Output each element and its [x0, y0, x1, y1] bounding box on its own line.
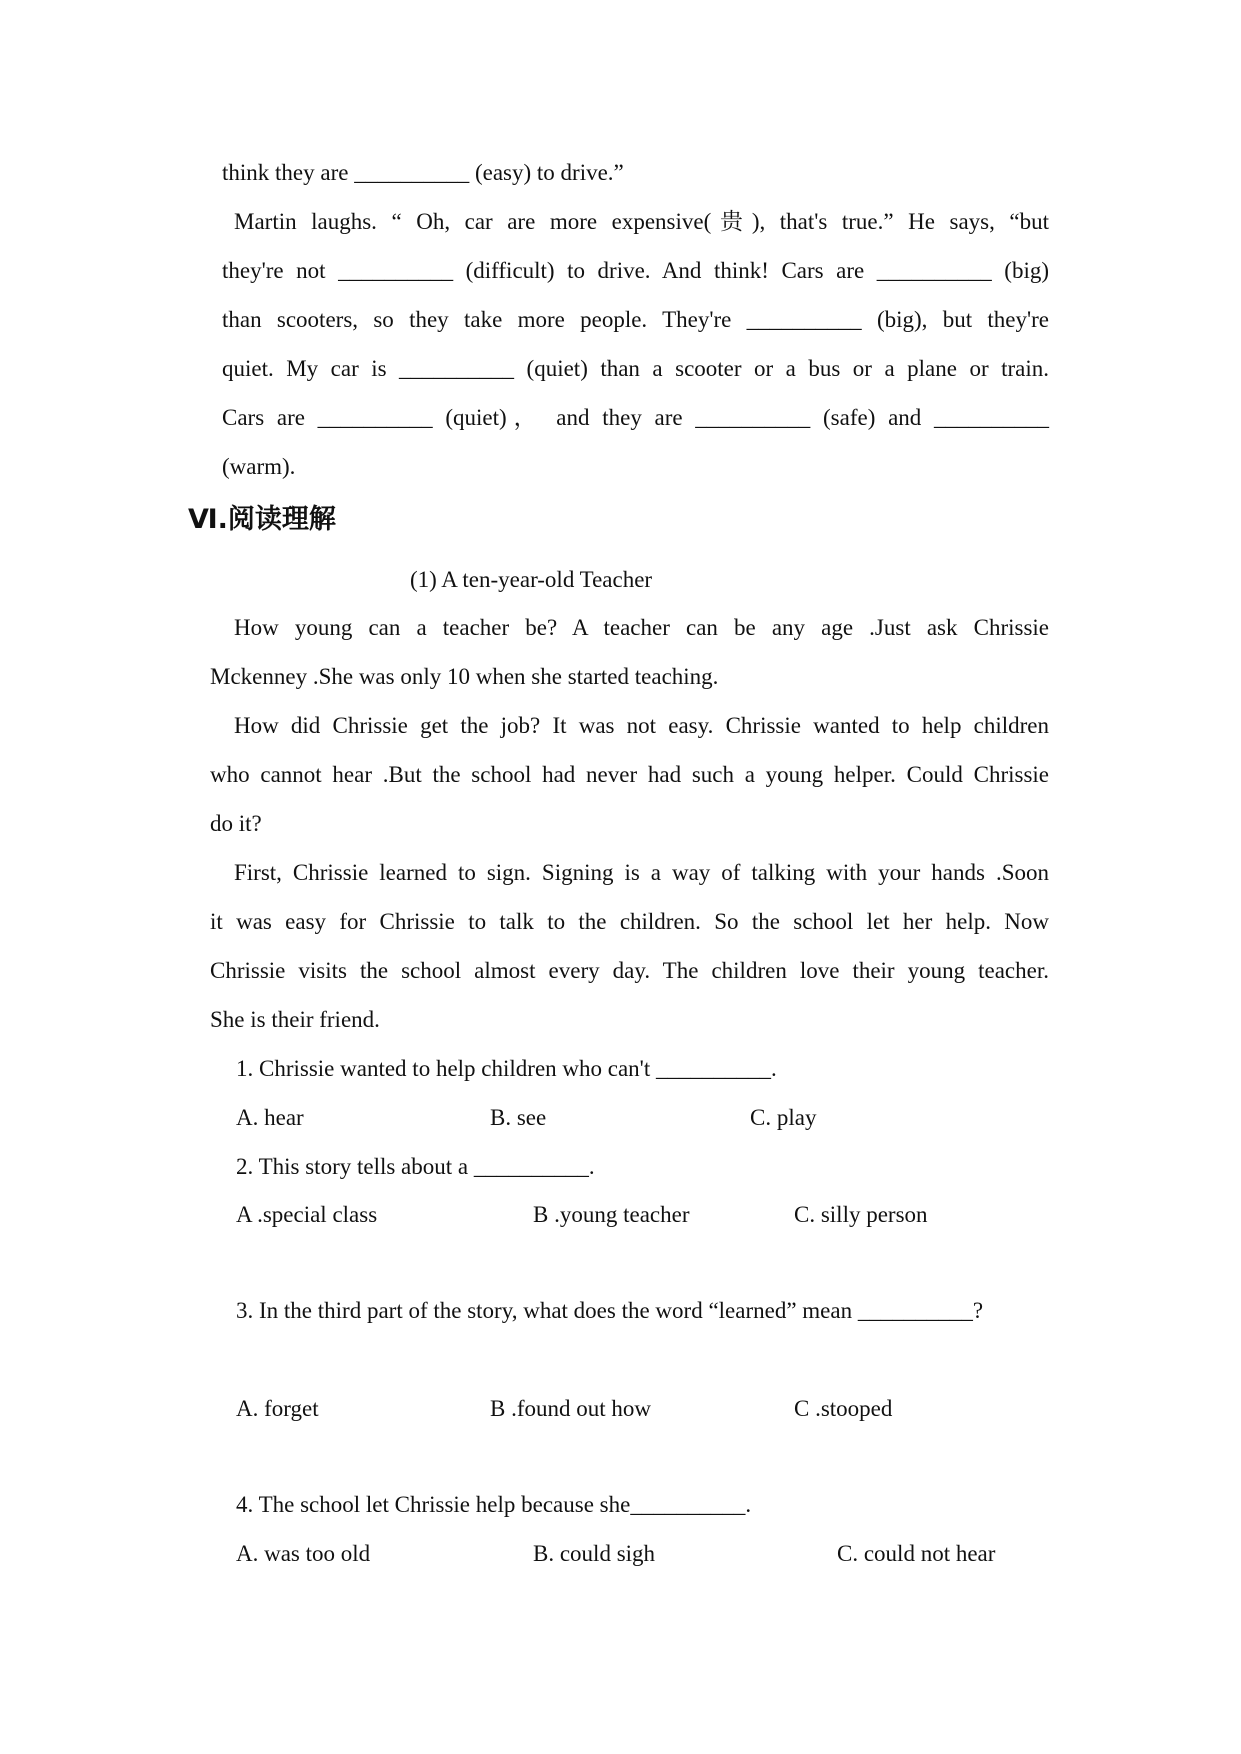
- question-stem: 3. In the third part of the story, what does the word “learned” mean __________?: [236, 1298, 984, 1323]
- passage-line: First, Chrissie learned to sign. Signing is a way of talking with your hands .Soon: [234, 860, 1049, 885]
- passage-line: who cannot hear .But the school had never had such a young helper. Could Chrissie: [210, 762, 1049, 787]
- question-stem: 2. This story tells about a __________.: [236, 1154, 595, 1179]
- cloze-line: they're not __________ (difficult) to drive. And think! Cars are __________ (big): [222, 258, 1049, 283]
- option-b[interactable]: B .found out how: [490, 1396, 651, 1421]
- cloze-line: think they are __________ (easy) to drive.”: [222, 160, 624, 185]
- option-c[interactable]: C. could not hear: [837, 1541, 996, 1566]
- cloze-line: Martin laughs. “ Oh, car are more expensive(贵), that's true.” He says, “but: [234, 209, 1049, 234]
- option-a[interactable]: A. was too old: [236, 1541, 371, 1566]
- cloze-line: than scooters, so they take more people. They're __________ (big), but they're: [222, 307, 1049, 332]
- option-b[interactable]: B. could sigh: [533, 1541, 656, 1566]
- passage-title: (1) A ten-year-old Teacher: [410, 567, 653, 592]
- option-a[interactable]: A. hear: [236, 1105, 304, 1130]
- question-stem: 4. The school let Chrissie help because she__________.: [236, 1492, 752, 1517]
- question-stem: 1. Chrissie wanted to help children who can't __________.: [236, 1056, 777, 1081]
- cloze-line: (warm).: [222, 454, 296, 479]
- option-c[interactable]: C. silly person: [794, 1202, 928, 1227]
- cloze-line: quiet. My car is __________ (quiet) than a scooter or a bus or a plane or train.: [222, 356, 1049, 381]
- passage-line: do it?: [210, 811, 262, 836]
- option-b[interactable]: B. see: [490, 1105, 547, 1130]
- passage-line: Chrissie visits the school almost every day. The children love their young teacher.: [210, 958, 1049, 983]
- passage-line: She is their friend.: [210, 1007, 380, 1032]
- option-a[interactable]: A .special class: [236, 1202, 378, 1227]
- section-heading: Ⅵ.阅读理解: [188, 504, 336, 535]
- passage-line: How did Chrissie get the job? It was not easy. Chrissie wanted to help children: [234, 713, 1049, 738]
- cloze-line: Cars are __________ (quiet)， and they are __________ (safe) and __________: [222, 405, 1049, 430]
- passage-line: it was easy for Chrissie to talk to the children. So the school let her help. Now: [210, 909, 1049, 934]
- option-b[interactable]: B .young teacher: [533, 1202, 690, 1227]
- option-a[interactable]: A. forget: [236, 1396, 319, 1421]
- option-c[interactable]: C. play: [750, 1105, 817, 1130]
- passage-line: How young can a teacher be? A teacher can be any age .Just ask Chrissie: [234, 615, 1049, 640]
- passage-line: Mckenney .She was only 10 when she started teaching.: [210, 664, 719, 689]
- option-c[interactable]: C .stooped: [794, 1396, 893, 1421]
